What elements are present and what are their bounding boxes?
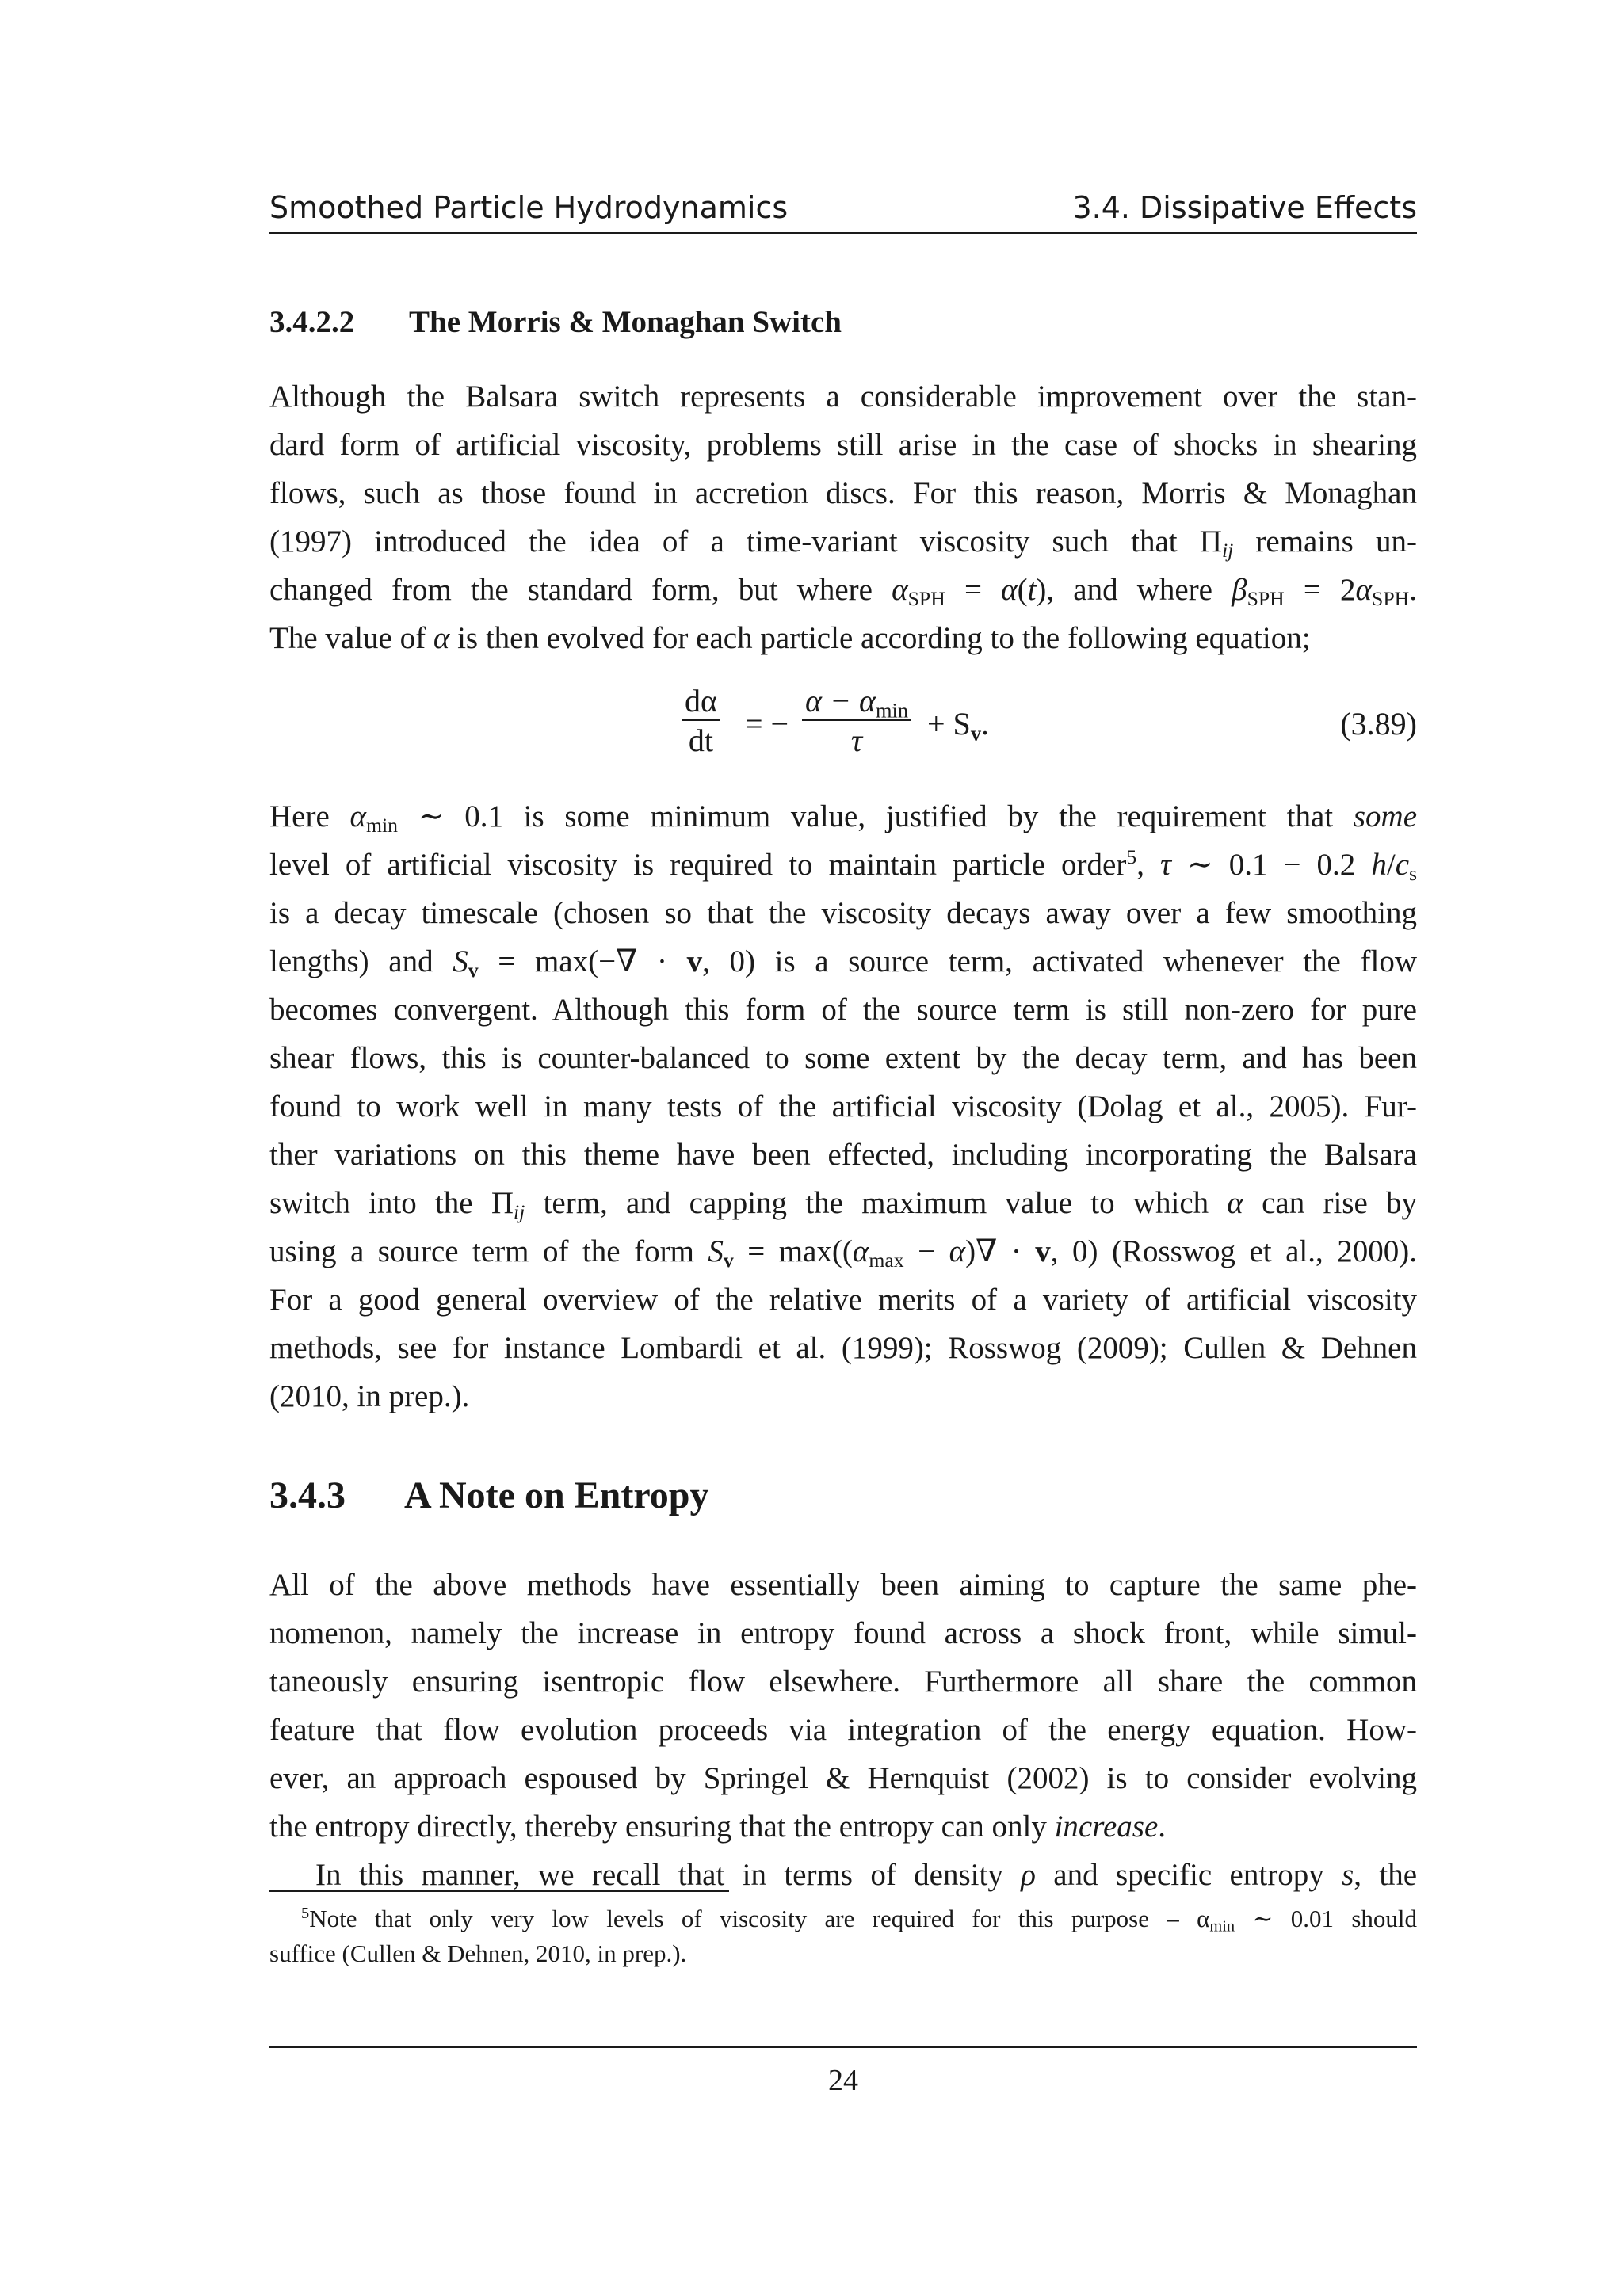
text-line: ther variations on this theme have been effected, including incorporating the Balsara <box>269 1138 1417 1172</box>
text-line: level of artificial viscosity is required to maintain particle order$^5$, τ ∼ 0.1 − 0.2 $h/c_s$ <box>269 845 1418 886</box>
text-line: found to work well in many tests of the artificial viscosity (Dolag et al., 2005). Fur- <box>269 1089 1417 1123</box>
text-line: The value of α is then evolved for each particle according to the following equation; <box>269 621 1311 655</box>
text-line: changed from the standard form, but where $\alpha_{SPH} = \alpha(t)$, and where $\beta_{SPH} = 2\alpha_{SPH}$. <box>269 573 1417 611</box>
text-line: switch into the $\Pi_{ij}$ term, and capping the maximum value to which α can rise by <box>269 1186 1418 1224</box>
text-line: nomenon, namely the increase in entropy found across a shock front, while simul- <box>269 1616 1417 1650</box>
fraction-numerator: dα <box>685 683 717 719</box>
subsection-heading <box>269 1474 709 1517</box>
text-line: using a source term of the form $S_v = \max((\alpha_{max} - \alpha)\nabla \cdot v$, 0) (Rosswog et al., 2000). <box>269 1234 1417 1272</box>
fraction-d-alpha-dt <box>682 683 720 761</box>
subsection-title: A Note on Entropy <box>404 1474 709 1516</box>
text-line: In this manner, we recall that in terms of density ρ and specific entropy s, the <box>315 1858 1417 1892</box>
text-line: feature that flow evolution proceeds via integration of the energy equation. How- <box>269 1713 1417 1747</box>
footnote-5 <box>269 1901 1417 1971</box>
text-line: dard form of artificial viscosity, problems still arise in the case of shocks in shearing <box>269 428 1417 462</box>
subsubsection-heading <box>269 304 842 340</box>
text-line: lengths) and $S_v = \max(-\nabla \cdot v$, 0) is a source term, activated whenever the flow <box>269 944 1417 982</box>
text-line: taneously ensuring isentropic flow elsewhere. Furthermore all share the common <box>269 1665 1417 1699</box>
text-line: shear flows, this is counter-balanced to some extent by the decay term, and has been <box>269 1041 1417 1075</box>
equation-3-89 <box>269 683 1417 770</box>
subsubsection-title: The Morris & Monaghan Switch <box>409 305 842 339</box>
fraction-denominator: dt <box>688 723 714 758</box>
footnote-line: $^5$Note that only very low levels of viscosity are required for this purpose – $\alpha_{min}$ ∼ 0.01 should <box>301 1904 1417 1936</box>
text-line: the entropy directly, thereby ensuring that the entropy can only increase. <box>269 1810 1167 1844</box>
text-line: ever, an approach espoused by Springel & Hernquist (2002) is to consider evolving <box>269 1761 1417 1795</box>
footnote-line: suffice (Cullen & Dehnen, 2010, in prep.). <box>269 1939 687 1967</box>
fraction-numerator: $\alpha - \alpha_{min}$ <box>805 683 909 723</box>
header-left-title: Smoothed Particle Hydrodynamics <box>269 190 789 225</box>
header-right-section: 3.4. Dissipative Effects <box>1072 190 1417 225</box>
footnote-rule <box>269 1890 729 1892</box>
paragraph-alpha-min <box>269 792 1417 1421</box>
paragraph-morris-monaghan <box>269 372 1417 662</box>
header-rule <box>269 232 1417 234</box>
subsection-number: 3.4.3 <box>269 1474 346 1516</box>
text-line: is a decay timescale (chosen so that the viscosity decays away over a few smoothing <box>269 896 1417 930</box>
text-line: flows, such as those found in accretion discs. For this reason, Morris & Monaghan <box>269 476 1417 510</box>
paragraph-entropy <box>269 1561 1417 1899</box>
equation-number: (3.89) <box>1340 706 1417 742</box>
equals-minus-sign: = − <box>745 706 789 742</box>
running-header <box>269 190 1417 225</box>
text-line: All of the above methods have essentially been aiming to capture the same phe- <box>269 1568 1417 1602</box>
text-line: For a good general overview of the relative merits of a variety of artificial viscosity <box>269 1283 1417 1317</box>
page-number: 24 <box>828 2064 858 2097</box>
subsubsection-number: 3.4.2.2 <box>269 305 355 339</box>
text-line: becomes convergent. Although this form of the source term is still non-zero for pure <box>269 993 1417 1027</box>
fraction-decay-term <box>802 683 911 761</box>
text-line: (1997) introduced the idea of a time-variant viscosity such that $\Pi_{ij}$ remains un- <box>269 524 1417 563</box>
footer-rule <box>269 2046 1417 2048</box>
text-line: methods, see for instance Lombardi et al. (1999); Rosswog (2009); Cullen & Dehnen <box>269 1331 1417 1365</box>
text-line: (2010, in prep.). <box>269 1379 470 1413</box>
fraction-denominator: τ <box>850 723 863 758</box>
source-term: + $S_v$. <box>927 706 990 746</box>
footnote-marker: 5 <box>301 1904 310 1922</box>
text-line: Although the Balsara switch represents a considerable improvement over the stan- <box>269 379 1417 414</box>
text-line: Here $\alpha_{min}$ ∼ 0.1 is some minimum value, justified by the requirement that some <box>269 799 1418 837</box>
